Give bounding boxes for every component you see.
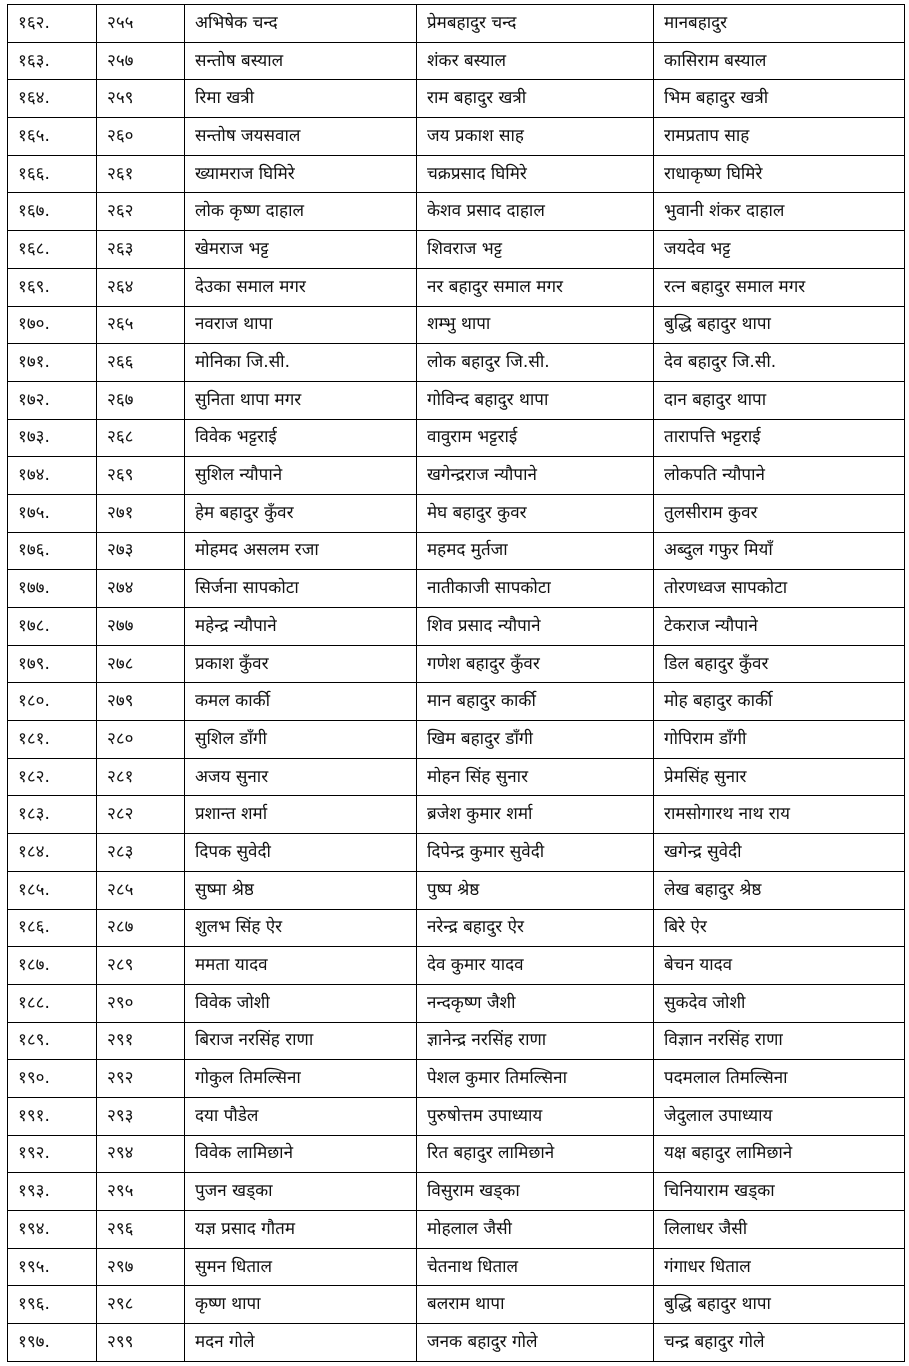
father-name-cell: नातीकाजी सापकोटा xyxy=(417,570,654,608)
roll-number-cell: २९७ xyxy=(97,1248,185,1286)
roll-number-cell: २८० xyxy=(97,721,185,759)
father-name-cell: जय प्रकाश साह xyxy=(417,118,654,156)
father-name-cell: लोक बहादुर जि.सी. xyxy=(417,344,654,382)
candidate-name-cell: विवेक जोशी xyxy=(185,984,417,1022)
candidate-name-cell: रिमा खत्री xyxy=(185,80,417,118)
roll-number-cell: २६९ xyxy=(97,457,185,495)
father-name-cell: शिवराज भट्ट xyxy=(417,231,654,269)
candidate-name-cell: सन्तोष बस्याल xyxy=(185,42,417,80)
table-row xyxy=(8,683,905,721)
serial-number-cell: १७१. xyxy=(8,344,97,382)
grandfather-name-cell: डिल बहादुर कुँवर xyxy=(654,645,905,683)
father-name-cell: नर बहादुर समाल मगर xyxy=(417,268,654,306)
roll-number-cell: २९६ xyxy=(97,1211,185,1249)
grandfather-name-cell: प्रेमसिंह सुनार xyxy=(654,758,905,796)
serial-number-cell: १८५. xyxy=(8,871,97,909)
candidate-name-cell: सुनिता थापा मगर xyxy=(185,381,417,419)
table-row xyxy=(8,494,905,532)
grandfather-name-cell: सुकदेव जोशी xyxy=(654,984,905,1022)
candidate-name-cell: विवेक भट्टराई xyxy=(185,419,417,457)
roll-number-cell: २६० xyxy=(97,118,185,156)
father-name-cell: प्रेमबहादुर चन्द xyxy=(417,5,654,43)
serial-number-cell: १९१. xyxy=(8,1097,97,1135)
roll-number-cell: २९१ xyxy=(97,1022,185,1060)
table-row xyxy=(8,645,905,683)
grandfather-name-cell: चन्द्र बहादुर गोले xyxy=(654,1324,905,1362)
father-name-cell: नन्दकृष्ण जैशी xyxy=(417,984,654,1022)
candidate-name-cell: मदन गोले xyxy=(185,1324,417,1362)
serial-number-cell: १८६. xyxy=(8,909,97,947)
roll-number-cell: २८१ xyxy=(97,758,185,796)
table-row xyxy=(8,80,905,118)
table-row xyxy=(8,758,905,796)
father-name-cell: शंकर बस्याल xyxy=(417,42,654,80)
grandfather-name-cell: पदमलाल तिमल्सिना xyxy=(654,1060,905,1098)
serial-number-cell: १८७. xyxy=(8,947,97,985)
grandfather-name-cell: मोह बहादुर कार्की xyxy=(654,683,905,721)
serial-number-cell: १७५. xyxy=(8,494,97,532)
table-row xyxy=(8,5,905,43)
serial-number-cell: १६७. xyxy=(8,193,97,231)
grandfather-name-cell: लिलाधर जैसी xyxy=(654,1211,905,1249)
grandfather-name-cell: देव बहादुर जि.सी. xyxy=(654,344,905,382)
candidate-name-cell: यज्ञ प्रसाद गौतम xyxy=(185,1211,417,1249)
grandfather-name-cell: लेख बहादुर श्रेष्ठ xyxy=(654,871,905,909)
father-name-cell: खगेन्द्रराज न्यौपाने xyxy=(417,457,654,495)
serial-number-cell: १८९. xyxy=(8,1022,97,1060)
serial-number-cell: १६५. xyxy=(8,118,97,156)
father-name-cell: केशव प्रसाद दाहाल xyxy=(417,193,654,231)
candidate-name-cell: सुशिल डाँगी xyxy=(185,721,417,759)
serial-number-cell: १८३. xyxy=(8,796,97,834)
table-row xyxy=(8,1248,905,1286)
father-name-cell: खिम बहादुर डाँगी xyxy=(417,721,654,759)
candidate-name-cell: सुमन धिताल xyxy=(185,1248,417,1286)
father-name-cell: नरेन्द्र बहादुर ऐर xyxy=(417,909,654,947)
father-name-cell: देव कुमार यादव xyxy=(417,947,654,985)
grandfather-name-cell: खगेन्द्र सुवेदी xyxy=(654,834,905,872)
table-row xyxy=(8,268,905,306)
table-row xyxy=(8,984,905,1022)
candidate-name-cell: कृष्ण थापा xyxy=(185,1286,417,1324)
serial-number-cell: १९०. xyxy=(8,1060,97,1098)
table-row xyxy=(8,1324,905,1362)
father-name-cell: चेतनाथ धिताल xyxy=(417,1248,654,1286)
father-name-cell: शिव प्रसाद न्यौपाने xyxy=(417,608,654,646)
father-name-cell: बलराम थापा xyxy=(417,1286,654,1324)
table-row xyxy=(8,1022,905,1060)
father-name-cell: मेघ बहादुर कुवर xyxy=(417,494,654,532)
father-name-cell: रित बहादुर लामिछाने xyxy=(417,1135,654,1173)
roll-number-cell: २५५ xyxy=(97,5,185,43)
candidate-name-cell: ख्यामराज घिमिरे xyxy=(185,155,417,193)
grandfather-name-cell: तारापत्ति भट्टराई xyxy=(654,419,905,457)
father-name-cell: पुरुषोत्तम उपाध्याय xyxy=(417,1097,654,1135)
table-row xyxy=(8,1135,905,1173)
grandfather-name-cell: गोपिराम डाँगी xyxy=(654,721,905,759)
roll-number-cell: २७३ xyxy=(97,532,185,570)
candidate-name-cell: दया पौडेल xyxy=(185,1097,417,1135)
candidate-name-cell: मोनिका जि.सी. xyxy=(185,344,417,382)
serial-number-cell: १९५. xyxy=(8,1248,97,1286)
father-name-cell: मान बहादुर कार्की xyxy=(417,683,654,721)
grandfather-name-cell: राधाकृष्ण घिमिरे xyxy=(654,155,905,193)
candidate-name-cell: हेम बहादुर कुँवर xyxy=(185,494,417,532)
roll-number-cell: २६१ xyxy=(97,155,185,193)
candidate-name-cell: पुजन खड्का xyxy=(185,1173,417,1211)
roll-number-cell: २६५ xyxy=(97,306,185,344)
father-name-cell: जनक बहादुर गोले xyxy=(417,1324,654,1362)
roll-number-cell: २७८ xyxy=(97,645,185,683)
table-row xyxy=(8,306,905,344)
father-name-cell: ज्ञानेन्द्र नरसिंह राणा xyxy=(417,1022,654,1060)
roll-number-cell: २६२ xyxy=(97,193,185,231)
table-row xyxy=(8,1060,905,1098)
serial-number-cell: १६६. xyxy=(8,155,97,193)
serial-number-cell: १८८. xyxy=(8,984,97,1022)
table-row xyxy=(8,909,905,947)
roll-number-cell: २६३ xyxy=(97,231,185,269)
candidate-name-cell: खेमराज भट्ट xyxy=(185,231,417,269)
candidate-name-cell: विवेक लामिछाने xyxy=(185,1135,417,1173)
serial-number-cell: १८१. xyxy=(8,721,97,759)
table-row xyxy=(8,608,905,646)
grandfather-name-cell: दान बहादुर थापा xyxy=(654,381,905,419)
roll-number-cell: २९० xyxy=(97,984,185,1022)
table-row xyxy=(8,796,905,834)
serial-number-cell: १६३. xyxy=(8,42,97,80)
table-row xyxy=(8,1211,905,1249)
grandfather-name-cell: जेदुलाल उपाध्याय xyxy=(654,1097,905,1135)
roll-number-cell: २५७ xyxy=(97,42,185,80)
candidate-name-cell: लोक कृष्ण दाहाल xyxy=(185,193,417,231)
candidate-name-cell: शुलभ सिंह ऐर xyxy=(185,909,417,947)
grandfather-name-cell: लोकपति न्यौपाने xyxy=(654,457,905,495)
roll-number-cell: २९५ xyxy=(97,1173,185,1211)
serial-number-cell: १९३. xyxy=(8,1173,97,1211)
serial-number-cell: १७६. xyxy=(8,532,97,570)
grandfather-name-cell: तुलसीराम कुवर xyxy=(654,494,905,532)
candidate-name-cell: अजय सुनार xyxy=(185,758,417,796)
serial-number-cell: १७४. xyxy=(8,457,97,495)
roll-number-cell: २९३ xyxy=(97,1097,185,1135)
roll-number-cell: २७७ xyxy=(97,608,185,646)
candidate-name-cell: सन्तोष जयसवाल xyxy=(185,118,417,156)
serial-number-cell: १७०. xyxy=(8,306,97,344)
roster-body xyxy=(8,5,905,1362)
candidate-name-cell: प्रशान्त शर्मा xyxy=(185,796,417,834)
serial-number-cell: १८२. xyxy=(8,758,97,796)
grandfather-name-cell: बुद्धि बहादुर थापा xyxy=(654,306,905,344)
roll-number-cell: २७९ xyxy=(97,683,185,721)
table-row xyxy=(8,1097,905,1135)
father-name-cell: गोविन्द बहादुर थापा xyxy=(417,381,654,419)
roll-number-cell: २५९ xyxy=(97,80,185,118)
serial-number-cell: १९७. xyxy=(8,1324,97,1362)
table-row xyxy=(8,457,905,495)
grandfather-name-cell: बुद्धि बहादुर थापा xyxy=(654,1286,905,1324)
serial-number-cell: १८४. xyxy=(8,834,97,872)
roll-number-cell: २७४ xyxy=(97,570,185,608)
serial-number-cell: १६८. xyxy=(8,231,97,269)
serial-number-cell: १७२. xyxy=(8,381,97,419)
candidate-name-cell: गोकुल तिमल्सिना xyxy=(185,1060,417,1098)
table-row xyxy=(8,871,905,909)
father-name-cell: पेशल कुमार तिमल्सिना xyxy=(417,1060,654,1098)
grandfather-name-cell: तोरणध्वज सापकोटा xyxy=(654,570,905,608)
candidate-name-cell: सिर्जना सापकोटा xyxy=(185,570,417,608)
roll-number-cell: २८३ xyxy=(97,834,185,872)
table-row xyxy=(8,532,905,570)
table-row xyxy=(8,118,905,156)
grandfather-name-cell: जयदेव भट्ट xyxy=(654,231,905,269)
father-name-cell: ब्रजेश कुमार शर्मा xyxy=(417,796,654,834)
serial-number-cell: १७७. xyxy=(8,570,97,608)
table-row xyxy=(8,344,905,382)
father-name-cell: महमद मुर्तजा xyxy=(417,532,654,570)
grandfather-name-cell: बिरे ऐर xyxy=(654,909,905,947)
table-row xyxy=(8,419,905,457)
candidate-name-cell: दिपक सुवेदी xyxy=(185,834,417,872)
table-row xyxy=(8,381,905,419)
table-row xyxy=(8,42,905,80)
roll-number-cell: २९९ xyxy=(97,1324,185,1362)
candidate-name-cell: बिराज नरसिंह राणा xyxy=(185,1022,417,1060)
table-row xyxy=(8,193,905,231)
grandfather-name-cell: रामसोगारथ नाथ राय xyxy=(654,796,905,834)
serial-number-cell: १७९. xyxy=(8,645,97,683)
roll-number-cell: २६७ xyxy=(97,381,185,419)
candidate-name-cell: प्रकाश कुँवर xyxy=(185,645,417,683)
candidate-name-cell: सुशिल न्यौपाने xyxy=(185,457,417,495)
candidate-name-cell: नवराज थापा xyxy=(185,306,417,344)
candidate-name-cell: देउका समाल मगर xyxy=(185,268,417,306)
grandfather-name-cell: भिम बहादुर खत्री xyxy=(654,80,905,118)
grandfather-name-cell: मानबहादुर xyxy=(654,5,905,43)
grandfather-name-cell: चिनियाराम खड्का xyxy=(654,1173,905,1211)
serial-number-cell: १७३. xyxy=(8,419,97,457)
table-row xyxy=(8,721,905,759)
candidate-name-cell: सुष्मा श्रेष्ठ xyxy=(185,871,417,909)
grandfather-name-cell: यक्ष बहादुर लामिछाने xyxy=(654,1135,905,1173)
table-row xyxy=(8,1286,905,1324)
father-name-cell: गणेश बहादुर कुँवर xyxy=(417,645,654,683)
serial-number-cell: १७८. xyxy=(8,608,97,646)
roll-number-cell: २९२ xyxy=(97,1060,185,1098)
father-name-cell: चक्रप्रसाद घिमिरे xyxy=(417,155,654,193)
serial-number-cell: १९४. xyxy=(8,1211,97,1249)
candidate-name-cell: कमल कार्की xyxy=(185,683,417,721)
candidate-name-cell: मोहमद असलम रजा xyxy=(185,532,417,570)
father-name-cell: राम बहादुर खत्री xyxy=(417,80,654,118)
roster-table xyxy=(7,4,905,1362)
roll-number-cell: २६४ xyxy=(97,268,185,306)
roll-number-cell: २९४ xyxy=(97,1135,185,1173)
grandfather-name-cell: अब्दुल गफुर मियाँ xyxy=(654,532,905,570)
serial-number-cell: १९६. xyxy=(8,1286,97,1324)
table-row xyxy=(8,947,905,985)
father-name-cell: दिपेन्द्र कुमार सुवेदी xyxy=(417,834,654,872)
candidate-name-cell: ममता यादव xyxy=(185,947,417,985)
roll-number-cell: २८९ xyxy=(97,947,185,985)
serial-number-cell: १६४. xyxy=(8,80,97,118)
father-name-cell: वावुराम भट्टराई xyxy=(417,419,654,457)
roll-number-cell: २८२ xyxy=(97,796,185,834)
grandfather-name-cell: बेचन यादव xyxy=(654,947,905,985)
roll-number-cell: २६८ xyxy=(97,419,185,457)
grandfather-name-cell: टेकराज न्यौपाने xyxy=(654,608,905,646)
roll-number-cell: २९८ xyxy=(97,1286,185,1324)
roll-number-cell: २६६ xyxy=(97,344,185,382)
serial-number-cell: १९२. xyxy=(8,1135,97,1173)
roll-number-cell: २७१ xyxy=(97,494,185,532)
serial-number-cell: १६२. xyxy=(8,5,97,43)
grandfather-name-cell: भुवानी शंकर दाहाल xyxy=(654,193,905,231)
father-name-cell: मोहलाल जैसी xyxy=(417,1211,654,1249)
father-name-cell: मोहन सिंह सुनार xyxy=(417,758,654,796)
grandfather-name-cell: रामप्रताप साह xyxy=(654,118,905,156)
roll-number-cell: २८७ xyxy=(97,909,185,947)
table-row xyxy=(8,570,905,608)
grandfather-name-cell: रत्न बहादुर समाल मगर xyxy=(654,268,905,306)
serial-number-cell: १८०. xyxy=(8,683,97,721)
table-row xyxy=(8,231,905,269)
candidate-name-cell: महेन्द्र न्यौपाने xyxy=(185,608,417,646)
table-row xyxy=(8,1173,905,1211)
father-name-cell: शम्भु थापा xyxy=(417,306,654,344)
table-row xyxy=(8,834,905,872)
candidate-name-cell: अभिषेक चन्द xyxy=(185,5,417,43)
roll-number-cell: २८५ xyxy=(97,871,185,909)
father-name-cell: पुष्प श्रेष्ठ xyxy=(417,871,654,909)
father-name-cell: विसुराम खड्का xyxy=(417,1173,654,1211)
grandfather-name-cell: कासिराम बस्याल xyxy=(654,42,905,80)
table-row xyxy=(8,155,905,193)
grandfather-name-cell: विज्ञान नरसिंह राणा xyxy=(654,1022,905,1060)
serial-number-cell: १६९. xyxy=(8,268,97,306)
grandfather-name-cell: गंगाधर धिताल xyxy=(654,1248,905,1286)
